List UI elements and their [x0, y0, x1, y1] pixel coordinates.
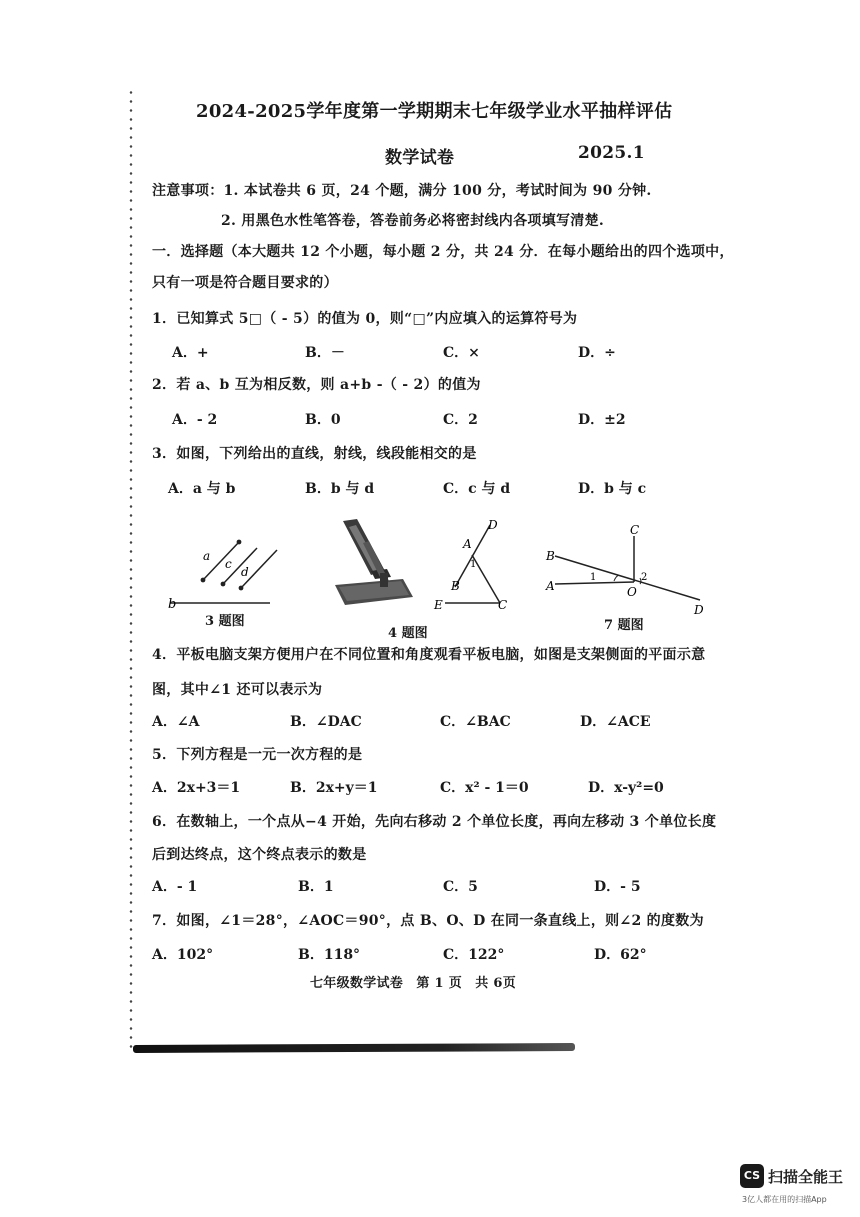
question-4-option-d: D．∠ACE — [580, 714, 651, 730]
question-4-option-c: C．∠BAC — [440, 714, 511, 730]
section-heading-line-1: 一．选择题（本大题共 12 个小题，每小题 2 分，共 24 分．在每小题给出的四个选项中， — [152, 244, 734, 260]
question-1-option-a: A．+ — [172, 345, 209, 361]
fig7-label-angle-1: 1 — [590, 572, 597, 583]
question-3-option-d: D．b 与 c — [578, 481, 647, 497]
question-6-option-c: C．5 — [443, 879, 478, 895]
question-6-stem-line-2: 后到达终点，这个终点表示的数是 — [152, 847, 367, 863]
fig4-label-b: B — [451, 579, 460, 593]
question-3-option-c: C．c 与 d — [443, 481, 511, 497]
camscanner-tagline: 3亿人都在用的扫描App — [742, 1195, 827, 1204]
question-6-option-d: D．- 5 — [594, 879, 641, 895]
question-7-option-d: D．62° — [594, 947, 647, 963]
fig7-label-b: B — [546, 549, 555, 563]
fig4-label-c: C — [498, 598, 508, 612]
question-5-option-d: D．x-y²=0 — [588, 780, 664, 796]
fig7-label-o: O — [627, 585, 637, 599]
notes-line-1: 注意事项：1. 本试卷共 6 页，24 个题，满分 100 分，考试时间为 90 分钟. — [152, 183, 652, 199]
page-footer: 七年级数学试卷 第 1 页 共 6页 — [310, 976, 517, 991]
question-1-option-b: B．－ — [305, 345, 345, 361]
segment-a-endpoint — [237, 540, 242, 545]
fig7-label-c: C — [630, 523, 640, 537]
question-5-option-c: C．x² - 1＝0 — [440, 780, 529, 796]
figure-4-diagram — [430, 515, 515, 615]
fig3-label-a: a — [203, 549, 211, 563]
question-2-option-a: A．- 2 — [172, 412, 218, 428]
question-1-option-d: D．÷ — [578, 345, 616, 361]
question-6-option-b: B．1 — [298, 879, 334, 895]
question-5-option-a: A．2x+3＝1 — [152, 780, 241, 796]
section-heading-line-2: 只有一项是符合题目要求的） — [152, 275, 338, 291]
figure-7-caption: 7 题图 — [604, 618, 644, 633]
ray-d-endpoint — [239, 586, 244, 591]
notes-line-2: 2. 用黑色水性笔答卷，答卷前务必将密封线内各项填写清楚. — [221, 213, 605, 229]
segment-a-endpoint — [201, 578, 206, 583]
question-7-stem: 7．如图，∠1＝28°，∠AOC＝90°，点 B、O、D 在同一条直线上，则∠2 的度数为 — [152, 913, 704, 929]
fig7-label-d: D — [694, 603, 704, 617]
question-5-stem: 5．下列方程是一元一次方程的是 — [152, 747, 363, 763]
fig3-label-d: d — [241, 565, 249, 579]
fig4-label-d: D — [488, 518, 498, 532]
question-4-option-b: B．∠DAC — [290, 714, 362, 730]
fig4-label-a: A — [463, 537, 472, 551]
binding-margin-dots — [128, 88, 134, 1048]
question-1-stem: 1．已知算式 5□（ - 5）的值为 0，则“□”内应填入的运算符号为 — [152, 311, 578, 327]
exam-title: 2024-2025学年度第一学期期末七年级学业水平抽样评估 — [196, 101, 673, 122]
question-2-option-d: D．±2 — [578, 412, 626, 428]
question-6-stem-line-1: 6．在数轴上，一个点从−4 开始，先向右移动 2 个单位长度，再向左移动 3 个单位长度 — [152, 814, 717, 830]
question-6-option-a: A．- 1 — [152, 879, 198, 895]
fig3-label-c: c — [225, 557, 232, 571]
question-4-stem-line-1: 4．平板电脑支架方便用户在不同位置和角度观看平板电脑，如图是支架侧面的平面示意 — [152, 647, 706, 663]
exam-subtitle: 数学试卷 — [385, 148, 455, 168]
camscanner-name: 扫描全能王 — [768, 1168, 844, 1186]
question-7-option-b: B．118° — [298, 947, 361, 963]
question-4-stem-line-2: 图，其中∠1 还可以表示为 — [152, 682, 323, 698]
figure-3-diagram — [165, 530, 285, 615]
question-7-option-a: A．102° — [152, 947, 214, 963]
fig7-label-angle-2: 2 — [641, 572, 648, 583]
figure-4-caption: 4 题图 — [388, 626, 428, 641]
question-3-option-a: A．a 与 b — [168, 481, 236, 497]
fig3-label-b: b — [168, 597, 177, 612]
camscanner-logo-icon: CS — [740, 1164, 764, 1188]
figure-7-diagram — [540, 518, 715, 618]
question-2-option-b: B．0 — [305, 412, 341, 428]
question-1-option-c: C．× — [443, 345, 480, 361]
scan-edge-bar — [133, 1043, 575, 1053]
fig4-label-e: E — [434, 598, 443, 612]
question-3-stem: 3．如图，下列给出的直线，射线，线段能相交的是 — [152, 446, 477, 462]
figure-3-caption: 3 题图 — [205, 614, 245, 629]
question-4-option-a: A．∠A — [152, 714, 200, 730]
question-3-option-b: B．b 与 d — [305, 481, 375, 497]
question-5-option-b: B．2x+y＝1 — [290, 780, 378, 796]
question-7-option-c: C．122° — [443, 947, 505, 963]
exam-date: 2025.1 — [578, 143, 645, 163]
question-2-stem: 2．若 a、b 互为相反数，则 a+b -（ - 2）的值为 — [152, 377, 481, 393]
question-2-option-c: C．2 — [443, 412, 478, 428]
fig4-label-angle-1: 1 — [470, 559, 477, 570]
tablet-stand-photo — [325, 513, 420, 608]
segment-c-endpoint — [221, 582, 226, 587]
fig7-label-a: A — [546, 579, 555, 593]
